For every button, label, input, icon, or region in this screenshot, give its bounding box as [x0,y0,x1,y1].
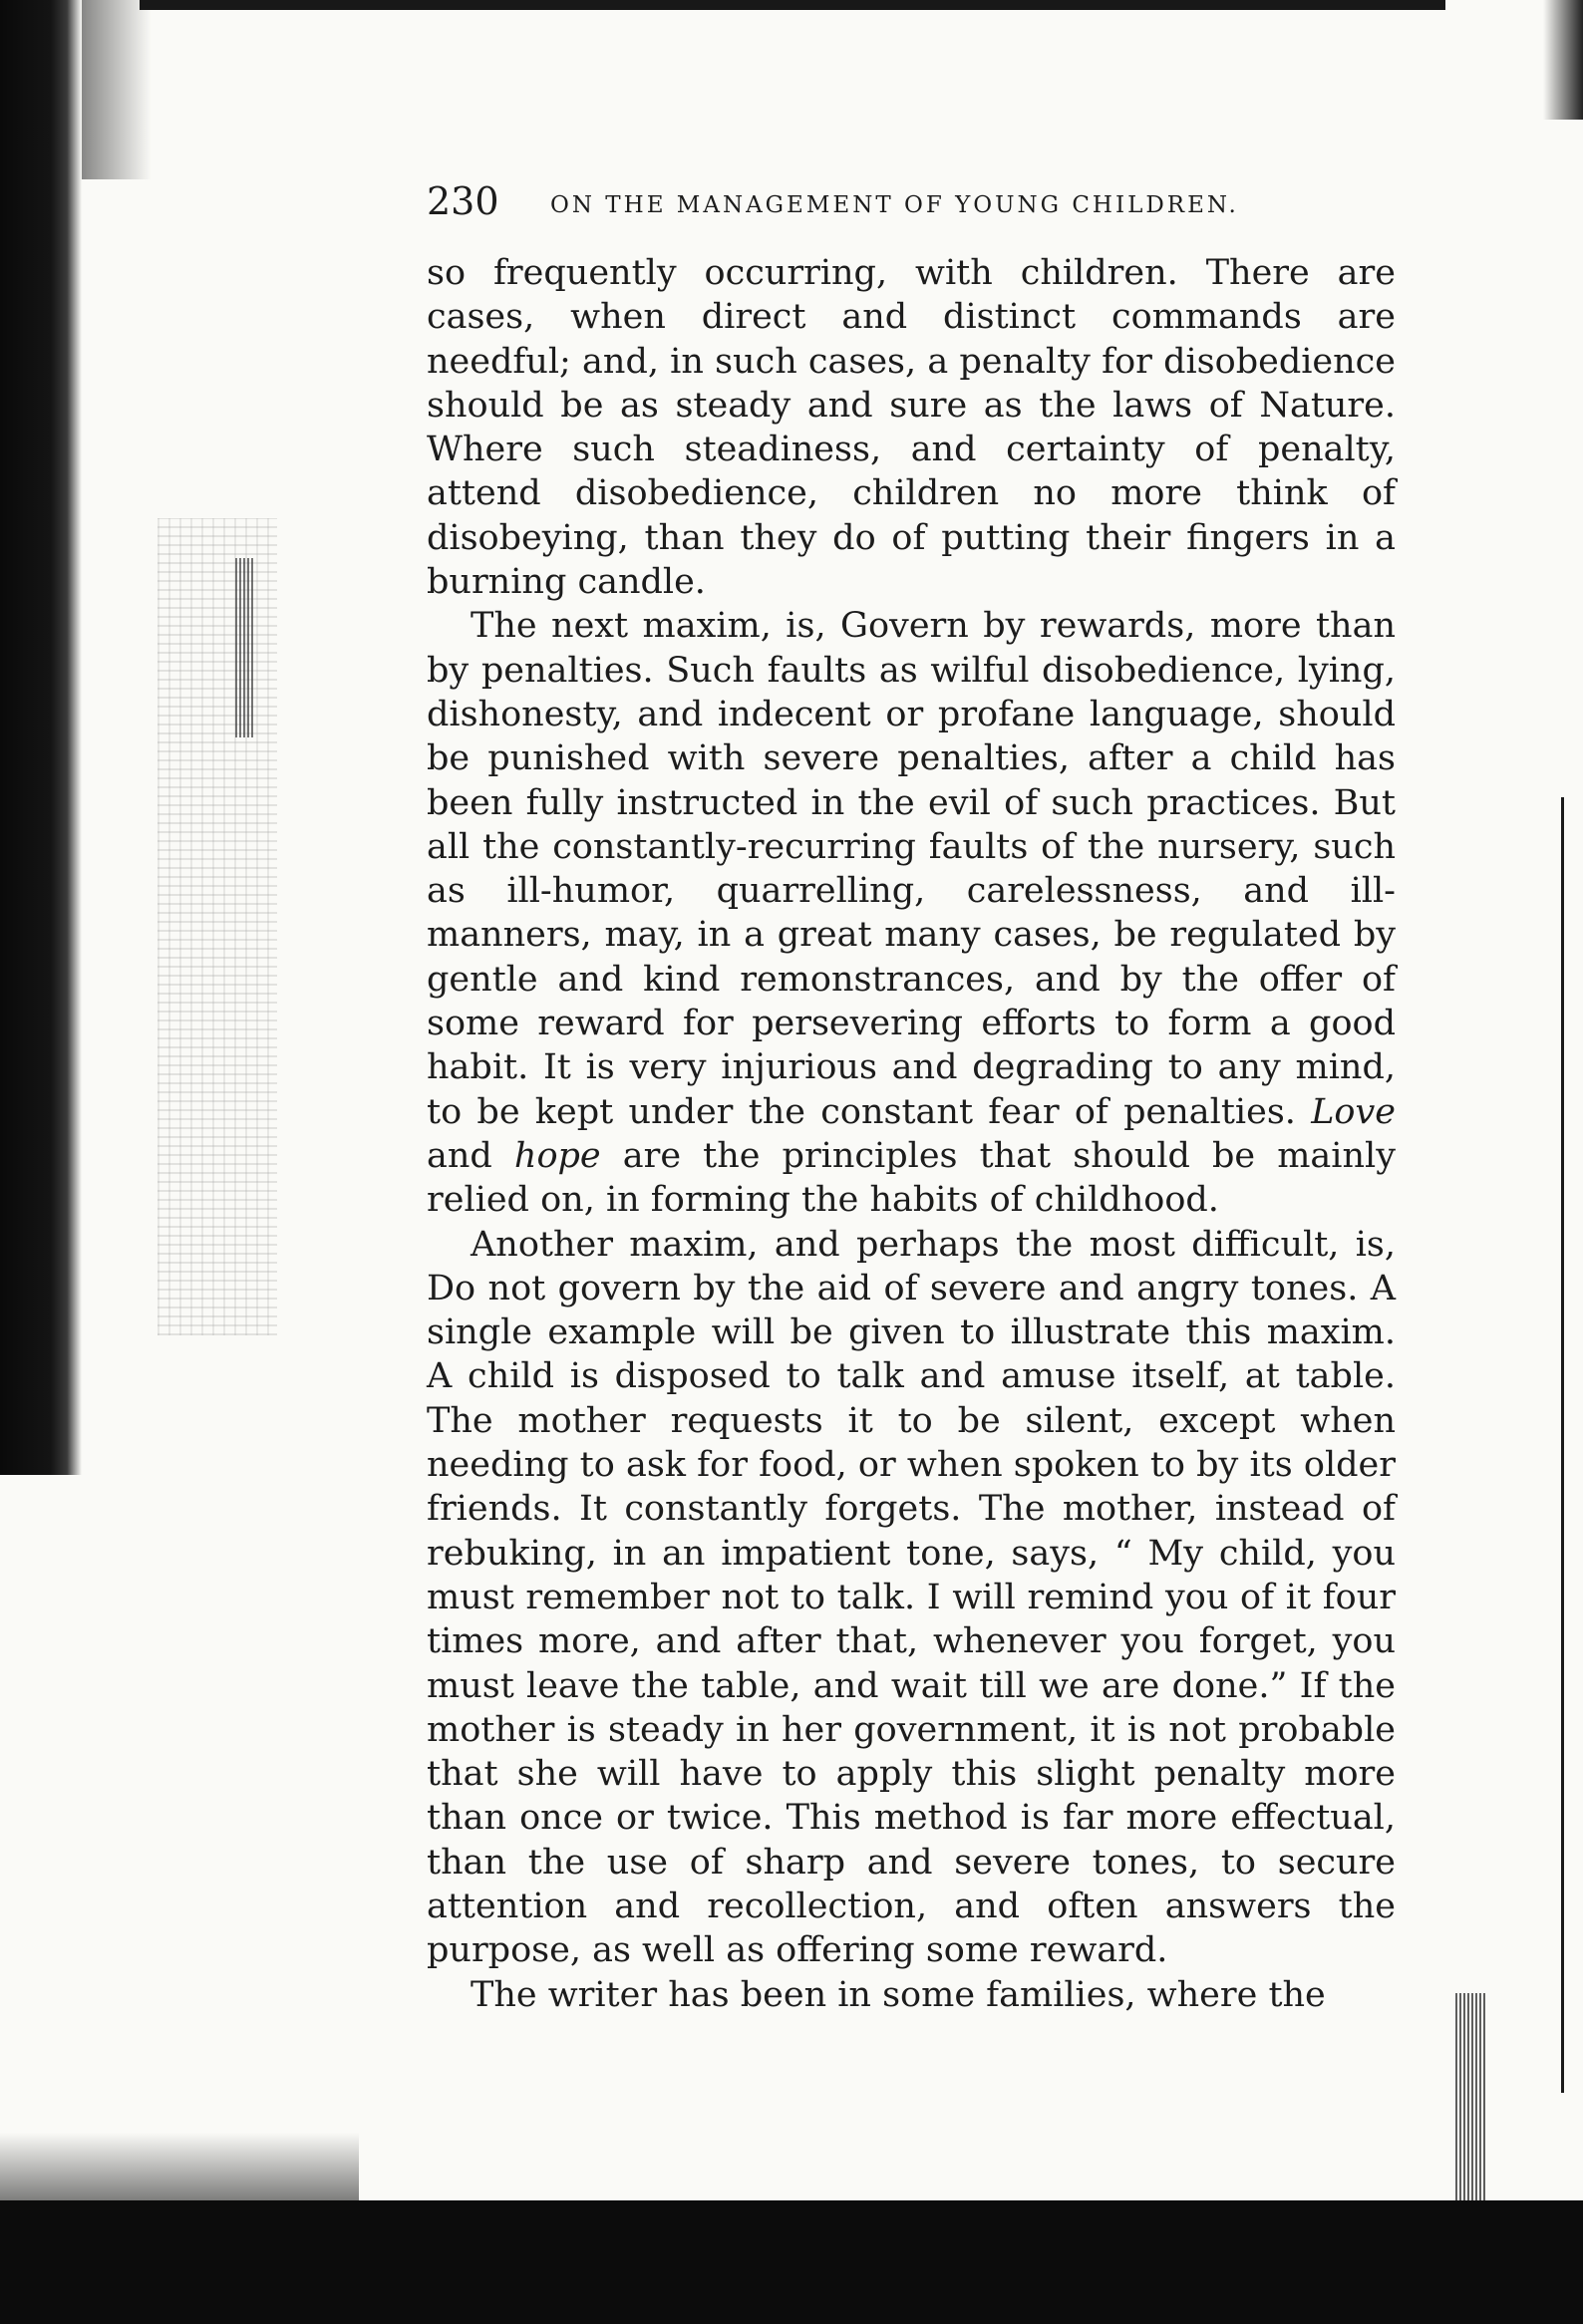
paragraph-text: Another maxim, and perhaps the most difficult, is, Do not govern by the aid of severe and angry tones. A single example will be given to illustrate this maxim. A child is disposed to talk and amuse itself, at table. The mother requests it to be silent, except when needing to ask for food, or when spoken to by its older friends. It constantly forgets. The mother, instead of rebuking, in an impatient tone, says, “ My child, you must remember not to talk. I will remind you of it four times more, and after that, whenever you forget, you must leave the table, and wait till we are done.” If the mother is steady in her government, it is not probable that she will have to apply this slight penalty more than once or twice. This method is far more effectual, than the use of sharp and severe tones, to secure attention and recollection, and often answers the purpose, as well as offering some reward. [427,1224,1396,1971]
top-page-edge [140,0,1445,10]
running-head [427,177,1396,229]
paragraph-text: The writer has been in some families, where the [471,1974,1326,2015]
paragraph-tones-maxim [427,1223,1396,1973]
body-text [427,251,1396,2017]
left-margin-bleed [235,558,253,737]
bottom-scan-border [0,2200,1583,2324]
paragraph-rewards-maxim [427,604,1396,1222]
bleed-through-speckle [158,518,277,1335]
paragraph-text: so frequently occurring, with children. There are cases, when direct and distinct commands are needful; and, in such cases, a penalty for disobedience should be as steady and sure as the laws of Nature. Where such steadiness, and certainty of penalty, attend disobedience, children no more think of disobeying, than they do of putting their fingers in a burning candle. [427,253,1396,603]
left-binding-shadow [0,0,82,1475]
italic-word-love: Love [1311,1091,1396,1132]
paragraph-text: and [427,1135,514,1176]
paragraph-text: The next maxim, is, Govern by rewards, more than by penalties. Such faults as wilful disobedience, lying, dishonesty, and indecent or profane language, should be punished with severe penalties, after a child has been fully instructed in the evil of such practices. But all the constantly-recurring faults of the nursery, such as ill-humor, quarrelling, carelessness, and ill-manners, may, in a great many cases, be regulated by gentle and kind remonstrances, and by the offer of some reward for persevering efforts to form a good habit. It is very injurious and degrading to any mind, to be kept under the constant fear of penalties. [427,606,1396,1132]
page-number: 230 [427,179,499,223]
book-page [427,177,1396,2017]
left-edge-strip [82,0,152,179]
paragraph-text: are the principles that should be mainly relied on, in forming the habits of childhood. [427,1135,1396,1221]
top-right-edge-mark [1543,0,1583,120]
paragraph-writer-families [427,1973,1396,2017]
paragraph-continued [427,251,1396,604]
running-head-title: ON THE MANAGEMENT OF YOUNG CHILDREN. [550,192,1239,218]
right-page-edge [1561,797,1564,2093]
right-margin-bleed [1455,1993,1487,2222]
italic-word-hope: hope [513,1135,601,1176]
